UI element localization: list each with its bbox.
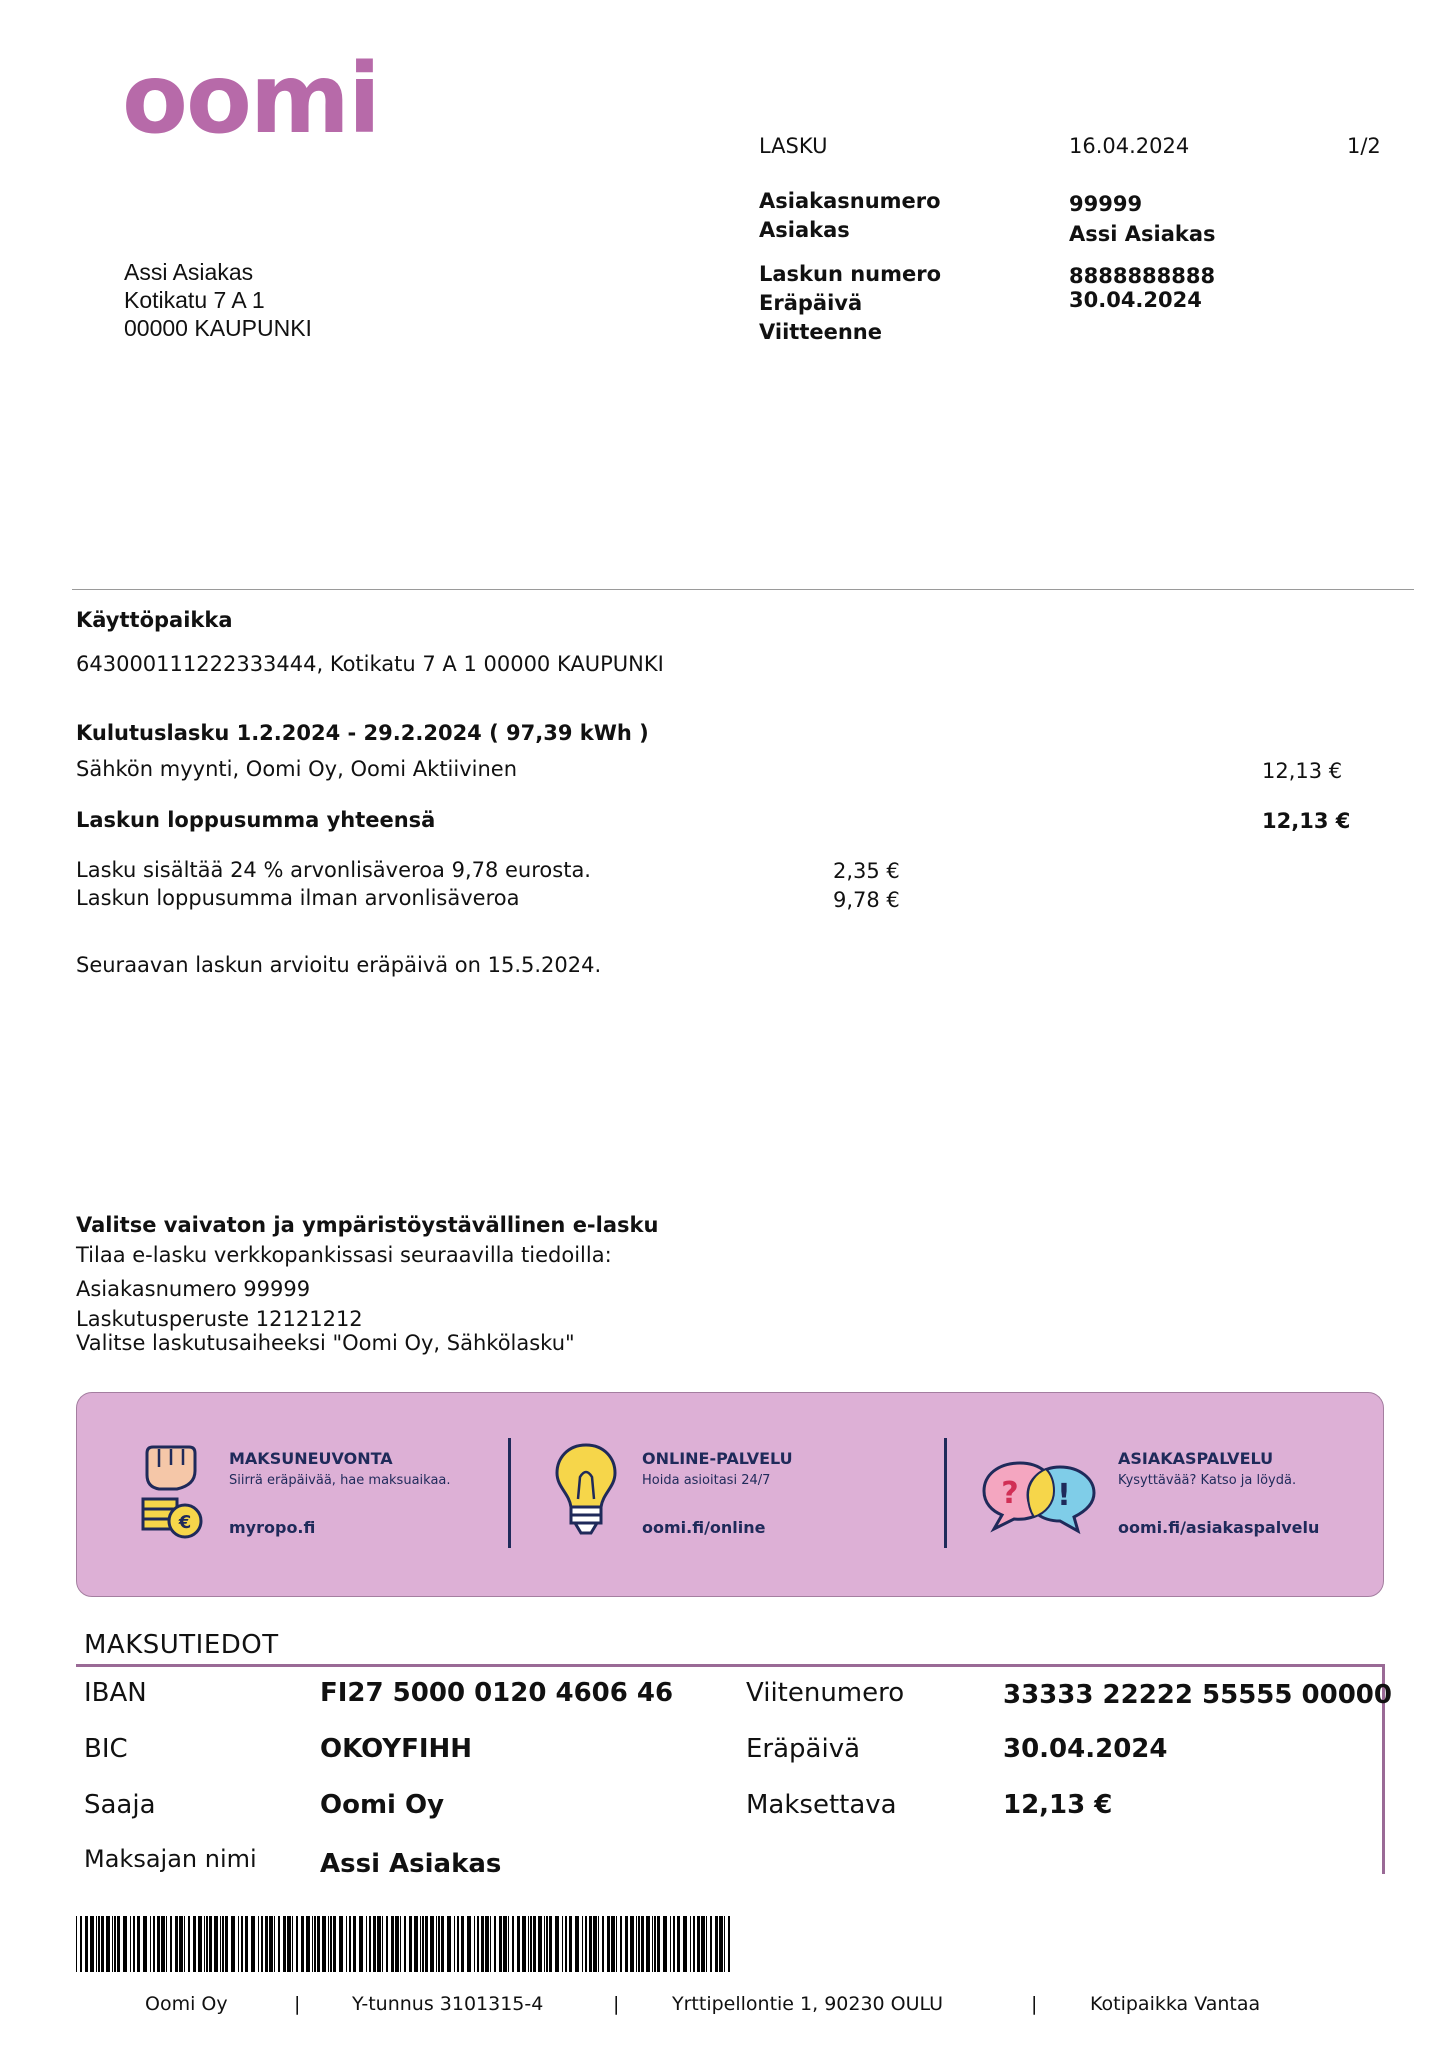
- footer-domicile: Kotipaikka Vantaa: [1090, 1993, 1261, 2015]
- barcode-bar: [569, 1916, 572, 1972]
- barcode-bar: [670, 1916, 671, 1972]
- barcode-bar: [636, 1916, 637, 1972]
- barcode-bar: [538, 1916, 542, 1972]
- einvoice-line: Valitse laskutusaiheeksi "Oomi Oy, Sähkölasku": [76, 1331, 575, 1355]
- barcode-bar: [533, 1916, 536, 1972]
- payment-due-label: Eräpäivä: [746, 1734, 861, 1764]
- barcode-bar: [133, 1916, 135, 1972]
- barcode-bar: [461, 1916, 464, 1972]
- recipient-street: Kotikatu 7 A 1: [124, 287, 265, 313]
- svg-text:!: !: [1057, 1478, 1071, 1513]
- reference-label: Viitteenne: [759, 320, 882, 344]
- barcode-bar: [166, 1916, 167, 1972]
- barcode-bar: [204, 1916, 205, 1972]
- barcode-bar: [582, 1916, 583, 1972]
- barcode-bar: [611, 1916, 615, 1972]
- barcode-bar: [287, 1916, 291, 1972]
- barcode-bar: [715, 1916, 718, 1972]
- amount-due-label: Maksettava: [746, 1790, 897, 1820]
- barcode-bar: [422, 1916, 424, 1972]
- barcode-bar: [477, 1916, 479, 1972]
- barcode-bar: [112, 1916, 113, 1972]
- barcode-bar: [114, 1916, 116, 1972]
- payment-due-value: 30.04.2024: [1003, 1734, 1168, 1764]
- payment-barcode: [76, 1916, 736, 1972]
- footer-separator: |: [1031, 1993, 1038, 2015]
- barcode-bar: [441, 1916, 444, 1972]
- barcode-bar: [96, 1916, 97, 1972]
- barcode-bar: [607, 1916, 610, 1972]
- barcode-bar: [353, 1916, 356, 1972]
- barcode-bar: [425, 1916, 428, 1972]
- footer-company: Oomi Oy: [145, 1993, 228, 2015]
- barcode-bar: [474, 1916, 475, 1972]
- barcode-bar: [312, 1916, 313, 1972]
- barcode-bar: [549, 1916, 552, 1972]
- barcode-bar: [369, 1916, 371, 1972]
- speech-bubbles-icon: [980, 1459, 1100, 1539]
- barcode-bar: [467, 1916, 471, 1972]
- customer-number-value: 99999: [1069, 192, 1143, 216]
- recipient-name: Assi Asiakas: [124, 259, 254, 285]
- barcode-bar: [317, 1916, 320, 1972]
- barcode-bar: [382, 1916, 383, 1972]
- page-number: 1/2: [1347, 134, 1381, 158]
- barcode-bar: [373, 1916, 376, 1972]
- barcode-bar: [693, 1916, 695, 1972]
- coin-hand-icon: [139, 1445, 209, 1541]
- barcode-bar: [98, 1916, 100, 1972]
- barcode-bar: [728, 1916, 730, 1972]
- barcode-bar: [447, 1916, 451, 1972]
- barcode-bar: [673, 1916, 675, 1972]
- svg-text:?: ?: [1001, 1476, 1019, 1511]
- barcode-bar: [296, 1916, 298, 1972]
- barcode-bar: [292, 1916, 293, 1972]
- barcode-bar: [555, 1916, 559, 1972]
- barcode-bar: [153, 1916, 155, 1972]
- reference-number-label: Viitenumero: [746, 1678, 905, 1708]
- barcode-bar: [306, 1916, 310, 1972]
- barcode-bar: [620, 1916, 622, 1972]
- banner-title: ONLINE-PALVELU: [642, 1449, 793, 1468]
- barcode-bar: [436, 1916, 437, 1972]
- lightbulb-icon: [553, 1441, 619, 1541]
- due-date-label: Eräpäivä: [759, 291, 863, 315]
- next-due-note: Seuraavan laskun arvioitu eräpäivä on 15.5.2024.: [76, 953, 602, 977]
- barcode-bar: [602, 1916, 604, 1972]
- barcode-bar: [490, 1916, 491, 1972]
- barcode-bar: [701, 1916, 705, 1972]
- barcode-bar: [409, 1916, 412, 1972]
- oomi-logo: [122, 43, 379, 155]
- net-amount: 9,78 €: [833, 888, 900, 912]
- barcode-bar: [283, 1916, 286, 1972]
- barcode-bar: [85, 1916, 88, 1972]
- footer-separator: |: [613, 1993, 620, 2015]
- barcode-bar: [638, 1916, 640, 1972]
- barcode-bar: [386, 1916, 388, 1972]
- iban-value: FI27 5000 0120 4606 46: [320, 1678, 674, 1708]
- footer-business-id: Y-tunnus 3101315-4: [352, 1993, 544, 2015]
- barcode-bar: [565, 1916, 567, 1972]
- barcode-bar: [170, 1916, 172, 1972]
- due-date-value: 30.04.2024: [1069, 288, 1202, 312]
- barcode-bar: [625, 1916, 628, 1972]
- einvoice-line: Asiakasnumero 99999: [76, 1277, 311, 1301]
- barcode-bar: [657, 1916, 660, 1972]
- barcode-bar: [630, 1916, 634, 1972]
- barcode-bar: [546, 1916, 548, 1972]
- barcode-bar: [562, 1916, 563, 1972]
- usage-site-address: 643000111222333444, Kotikatu 7 A 1 00000 KAUPUNKI: [76, 652, 664, 676]
- online-link[interactable]: oomi.fi/online: [642, 1518, 766, 1537]
- reference-number-value: 33333 22222 55555 00000: [1003, 1680, 1392, 1710]
- barcode-bar: [391, 1916, 394, 1972]
- barcode-bar: [269, 1916, 273, 1972]
- barcode-bar: [528, 1916, 529, 1972]
- banner-title: MAKSUNEUVONTA: [229, 1449, 393, 1468]
- barcode-bar: [457, 1916, 459, 1972]
- barcode-bar: [706, 1916, 707, 1972]
- barcode-bar: [544, 1916, 545, 1972]
- customer-number-label: Asiakasnumero: [759, 189, 941, 213]
- barcode-bar: [80, 1916, 82, 1972]
- barcode-bar: [499, 1916, 502, 1972]
- barcode-bar: [575, 1916, 579, 1972]
- recipient-address: [124, 258, 312, 342]
- barcode-bar: [454, 1916, 455, 1972]
- barcode-bar: [377, 1916, 381, 1972]
- usage-site-title: Käyttöpaikka: [76, 608, 233, 632]
- payment-title: MAKSUTIEDOT: [84, 1630, 279, 1660]
- barcode-bar: [322, 1916, 326, 1972]
- invoice-date: 16.04.2024: [1069, 134, 1190, 158]
- vat-label: Lasku sisältää 24 % arvonlisäveroa 9,78 eurosta.: [76, 858, 591, 882]
- barcode-bar: [157, 1916, 160, 1972]
- barcode-bar: [430, 1916, 434, 1972]
- barcode-bar: [274, 1916, 275, 1972]
- barcode-bar: [251, 1916, 255, 1972]
- barcode-bar: [724, 1916, 725, 1972]
- barcode-bar: [598, 1916, 599, 1972]
- payee-value: Oomi Oy: [320, 1790, 445, 1820]
- barcode-bar: [349, 1916, 351, 1972]
- barcode-bar: [710, 1916, 712, 1972]
- einvoice-line: Tilaa e-lasku verkkopankissasi seuraavilla tiedoilla:: [76, 1243, 612, 1267]
- payer-value: Assi Asiakas: [320, 1849, 502, 1879]
- barcode-bar: [193, 1916, 196, 1972]
- barcode-bar: [245, 1916, 248, 1972]
- barcode-bar: [231, 1916, 235, 1972]
- customer-service-link[interactable]: oomi.fi/asiakaspalvelu: [1118, 1518, 1320, 1537]
- barcode-bar: [646, 1916, 650, 1972]
- barcode-bar: [225, 1916, 228, 1972]
- vat-amount: 2,35 €: [833, 859, 900, 883]
- barcode-bar: [652, 1916, 653, 1972]
- barcode-bar: [593, 1916, 597, 1972]
- myropo-link[interactable]: myropo.fi: [229, 1518, 316, 1537]
- barcode-bar: [641, 1916, 644, 1972]
- barcode-bar: [209, 1916, 212, 1972]
- barcode-bar: [241, 1916, 243, 1972]
- einvoice-line: Laskutusperuste 12121212: [76, 1307, 363, 1331]
- services-banner: [76, 1392, 1384, 1597]
- barcode-bar: [503, 1916, 507, 1972]
- barcode-bar: [258, 1916, 259, 1972]
- barcode-bar: [265, 1916, 268, 1972]
- barcode-bar: [261, 1916, 263, 1972]
- bic-value: OKOYFIHH: [320, 1734, 473, 1764]
- barcode-bar: [106, 1916, 110, 1972]
- barcode-bar: [585, 1916, 587, 1972]
- barcode-bar: [101, 1916, 104, 1972]
- banner-title: ASIAKASPALVELU: [1118, 1449, 1274, 1468]
- barcode-bar: [150, 1916, 151, 1972]
- invoice-number-label: Laskun numero: [759, 262, 942, 286]
- barcode-bar: [339, 1916, 343, 1972]
- customer-label: Asiakas: [759, 218, 850, 242]
- barcode-bar: [485, 1916, 489, 1972]
- barcode-bar: [214, 1916, 218, 1972]
- svg-text:oomi: oomi: [122, 43, 379, 155]
- barcode-bar: [238, 1916, 239, 1972]
- barcode-bar: [359, 1916, 363, 1972]
- barcode-bar: [530, 1916, 532, 1972]
- barcode-bar: [123, 1916, 127, 1972]
- barcode-bar: [438, 1916, 440, 1972]
- barcode-bar: [395, 1916, 399, 1972]
- divider: [72, 589, 1414, 590]
- barcode-bar: [328, 1916, 329, 1972]
- barcode-bar: [697, 1916, 700, 1972]
- barcode-bar: [278, 1916, 280, 1972]
- barcode-bar: [76, 1916, 77, 1972]
- barcode-bar: [137, 1916, 140, 1972]
- recipient-city: 00000 KAUPUNKI: [124, 315, 312, 341]
- banner-subtitle: Kysyttävää? Katso ja löydä.: [1118, 1473, 1297, 1488]
- barcode-bar: [508, 1916, 509, 1972]
- barcode-bar: [179, 1916, 183, 1972]
- consumption-line-amount: 12,13 €: [1262, 759, 1343, 783]
- iban-label: IBAN: [84, 1678, 147, 1708]
- barcode-bar: [161, 1916, 165, 1972]
- barcode-bar: [198, 1916, 202, 1972]
- barcode-bar: [481, 1916, 484, 1972]
- banner-separator: [944, 1438, 947, 1548]
- barcode-bar: [719, 1916, 723, 1972]
- banner-subtitle: Hoida asioitasi 24/7: [642, 1473, 771, 1488]
- barcode-bar: [222, 1916, 224, 1972]
- total-label: Laskun loppusumma yhteensä: [76, 808, 436, 832]
- barcode-bar: [188, 1916, 190, 1972]
- consumption-line-label: Sähkön myynti, Oomi Oy, Oomi Aktiivinen: [76, 757, 518, 781]
- barcode-bar: [314, 1916, 316, 1972]
- footer-separator: |: [294, 1993, 301, 2015]
- banner-separator: [508, 1438, 511, 1548]
- barcode-bar: [420, 1916, 421, 1972]
- barcode-bar: [184, 1916, 185, 1972]
- barcode-bar: [512, 1916, 514, 1972]
- barcode-bar: [683, 1916, 687, 1972]
- barcode-bar: [330, 1916, 332, 1972]
- payer-label: Maksajan nimi: [84, 1845, 257, 1873]
- barcode-bar: [589, 1916, 592, 1972]
- barcode-bar: [117, 1916, 120, 1972]
- bic-label: BIC: [84, 1734, 128, 1764]
- einvoice-title: Valitse vaivaton ja ympäristöystävällinen e-lasku: [76, 1213, 659, 1237]
- banner-subtitle: Siirrä eräpäivää, hae maksuaikaa.: [229, 1473, 451, 1488]
- barcode-bar: [616, 1916, 617, 1972]
- barcode-bar: [206, 1916, 208, 1972]
- barcode-bar: [677, 1916, 680, 1972]
- barcode-bar: [404, 1916, 406, 1972]
- customer-value: Assi Asiakas: [1069, 222, 1216, 246]
- payee-label: Saaja: [84, 1790, 156, 1820]
- barcode-bar: [522, 1916, 526, 1972]
- barcode-bar: [220, 1916, 221, 1972]
- payment-frame-top: [76, 1664, 1384, 1667]
- footer-address: Yrttipellontie 1, 90230 OULU: [672, 1993, 944, 2015]
- barcode-bar: [400, 1916, 401, 1972]
- barcode-bar: [333, 1916, 336, 1972]
- barcode-bar: [517, 1916, 520, 1972]
- barcode-bar: [90, 1916, 94, 1972]
- total-amount: 12,13 €: [1262, 809, 1351, 833]
- barcode-bar: [654, 1916, 656, 1972]
- barcode-bar: [143, 1916, 147, 1972]
- amount-due-value: 12,13 €: [1003, 1790, 1113, 1820]
- net-label: Laskun loppusumma ilman arvonlisäveroa: [76, 886, 520, 910]
- barcode-bar: [366, 1916, 367, 1972]
- barcode-bar: [346, 1916, 347, 1972]
- barcode-bar: [130, 1916, 131, 1972]
- svg-text:€: €: [178, 1512, 192, 1533]
- consumption-title: Kulutuslasku 1.2.2024 - 29.2.2024 ( 97,39 kWh ): [76, 721, 649, 745]
- invoice-number-value: 8888888888: [1069, 264, 1216, 288]
- barcode-bar: [690, 1916, 691, 1972]
- barcode-bar: [663, 1916, 667, 1972]
- doc-type: LASKU: [759, 134, 828, 158]
- barcode-bar: [414, 1916, 418, 1972]
- barcode-bar: [494, 1916, 496, 1972]
- barcode-bar: [175, 1916, 178, 1972]
- barcode-bar: [301, 1916, 304, 1972]
